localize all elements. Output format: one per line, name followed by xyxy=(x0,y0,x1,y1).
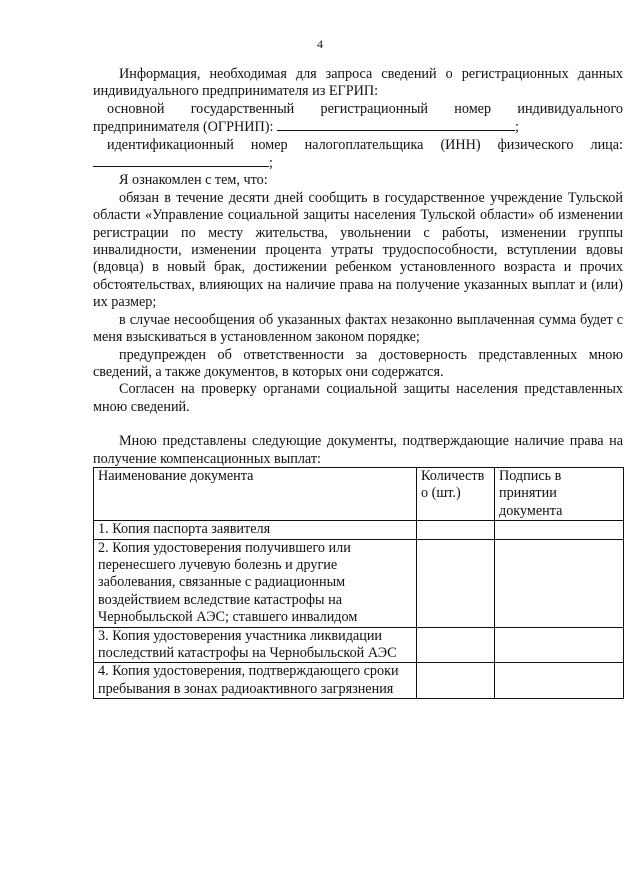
table-row xyxy=(94,521,624,539)
signature-cell[interactable] xyxy=(495,663,624,699)
documents-table xyxy=(93,467,624,699)
document-name-cell: 1. Копия паспорта заявителя xyxy=(94,521,417,539)
table-header-row xyxy=(94,468,624,521)
signature-cell[interactable] xyxy=(495,539,624,627)
inn-end: ; xyxy=(269,155,273,172)
ogrnip-input-line[interactable] xyxy=(277,118,515,131)
document-body xyxy=(93,66,623,468)
warned-paragraph: предупрежден об ответственности за достоверность представленных мною сведений, а также документов, в которых они содержатся. xyxy=(93,346,623,380)
ogrnip-end: ; xyxy=(514,119,519,136)
signature-cell[interactable] xyxy=(495,627,624,663)
signature-cell[interactable] xyxy=(495,521,624,539)
failure-paragraph: в случае несообщения об указанных фактах незаконно выплаченная сумма будет с меня взыскиваться в установленном законом порядке; xyxy=(93,311,623,346)
quantity-cell[interactable] xyxy=(417,539,495,627)
inn-label: идентификационный номер налогоплательщика (ИНН) физического лица: xyxy=(107,136,623,153)
ogrnip-label: основной государственный регистрационный номер индивидуального предпринимателя (ОГРНИП): xyxy=(93,100,623,136)
egrip-info-paragraph: Информация, необходимая для запроса сведений о регистрационных данных индивидуального предпринимателя из ЕГРИП: xyxy=(93,66,623,100)
quantity-cell[interactable] xyxy=(417,627,495,663)
header-signature: Подпись в принятии документа xyxy=(495,468,624,521)
quantity-cell[interactable] xyxy=(417,521,495,539)
ogrnip-paragraph xyxy=(93,101,623,137)
table-row xyxy=(94,539,624,627)
paragraph-spacer xyxy=(93,416,623,433)
documents-intro-paragraph: Мною представлены следующие документы, подтверждающие наличие права на получение компенсационных выплат: xyxy=(93,433,623,467)
inn-paragraph xyxy=(93,154,623,172)
document-name-cell: 4. Копия удостоверения, подтверждающего сроки пребывания в зонах радиоактивного загрязнения xyxy=(94,663,417,699)
obligation-paragraph: обязан в течение десяти дней сообщить в государственное учреждение Тульской области «Управление социальной защиты населения Тульской области» об изменении регистрации по месту жительства, увольнении с работы, изменении группы инвалидности, изменении процента утраты трудоспособности, вступлении вдовы (вдовца) в новый брак, достижении ребенком установленного возраста и прочих обстоятельствах, влияющих на наличие права на получение указанных выплат и (или) их размер; xyxy=(93,189,623,311)
quantity-cell[interactable] xyxy=(417,663,495,699)
page-number: 4 xyxy=(317,37,323,51)
table-row xyxy=(94,627,624,663)
header-quantity: Количество (шт.) xyxy=(417,468,495,521)
table-row xyxy=(94,663,624,699)
document-name-cell: 2. Копия удостоверения получившего или перенесшего лучевую болезнь и другие заболевания, связанные с радиационным воздействием вследствие катастрофы на Чернобыльской АЭС; ставшего инвалидом xyxy=(94,539,417,627)
inn-input-line[interactable] xyxy=(93,154,269,167)
acquainted-paragraph: Я ознакомлен с тем, что: xyxy=(119,172,268,189)
consent-paragraph: Согласен на проверку органами социальной защиты населения представленных мною сведений. xyxy=(93,381,623,415)
document-name-cell: 3. Копия удостоверения участника ликвидации последствий катастрофы на Чернобыльской АЭС xyxy=(94,627,417,663)
header-document-name: Наименование документа xyxy=(94,468,417,521)
